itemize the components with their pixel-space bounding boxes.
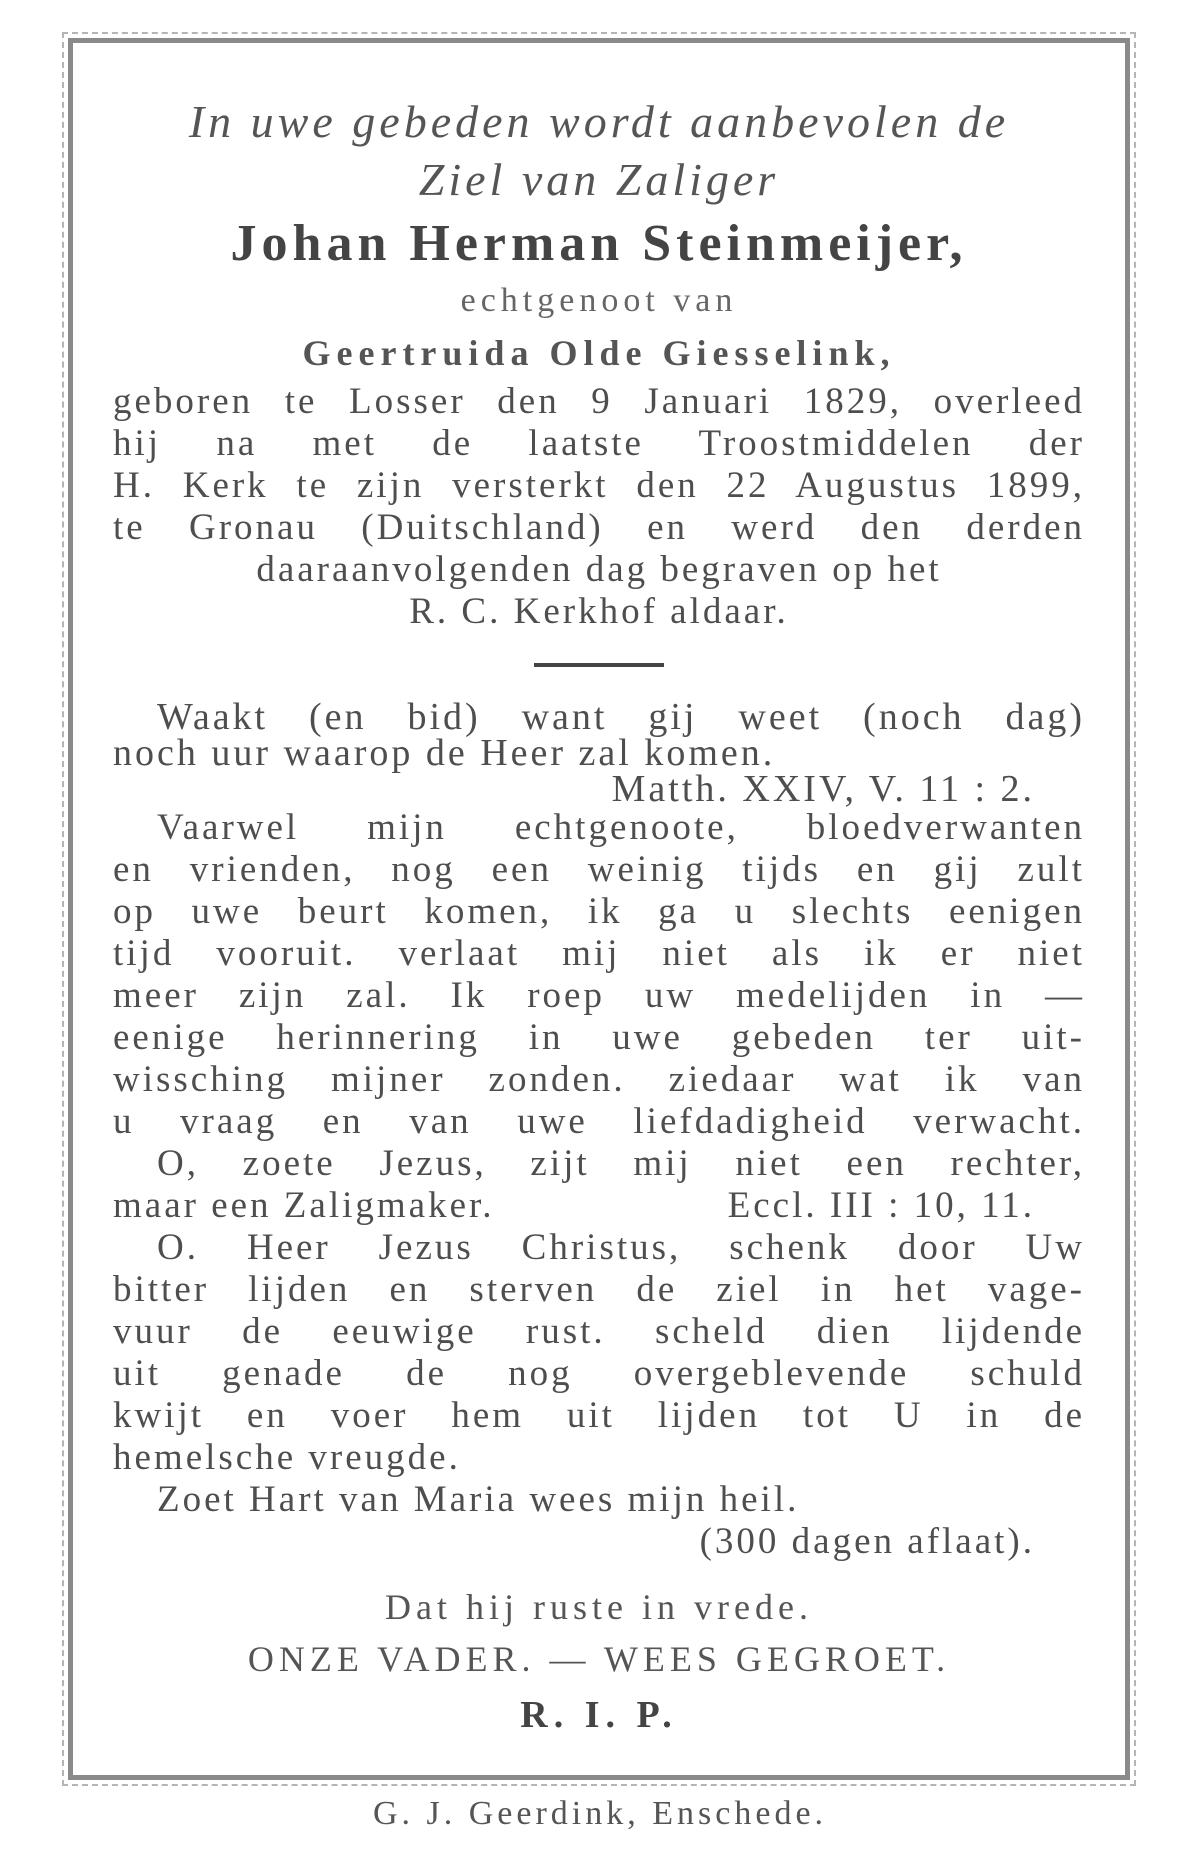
prayer-1 [113,1143,1085,1227]
prayers-named: ONZE VADER. — WEES GEGROET. [247,1639,951,1679]
farewell-line: u vraag en van uwe liefdadigheid verwacht. [113,1101,1085,1142]
spouse-intro: echtgenoot van [460,282,738,319]
prayer-line: vuur de eeuwige rust. scheld dien lijdende [113,1311,1085,1352]
printer-imprint: G. J. Geerdink, Enschede. [372,1795,828,1832]
intro-line-1: In uwe gebeden wordt aanbevolen de [188,96,1010,147]
verse-reference: Matth. XXIV, V. 11 : 2. [611,768,1035,810]
biography-line: H. Kerk te zijn versterkt den 22 Augustus 1899, [113,465,1085,506]
invocation: Zoet Hart van Maria wees mijn heil. [157,1479,800,1520]
biography-line: geboren te Losser den 9 Januari 1829, overleed [113,381,1085,422]
verse-line: noch uur waarop de Heer zal komen. [113,732,776,774]
farewell-line: Vaarwel mijn echtgenoote, bloedverwanten [157,807,1085,848]
biography-line: R. C. Kerkhof aldaar. [409,591,789,632]
spouse-name: Geertruida Olde Giesselink, [302,333,896,373]
prayer-line: uit genade de nog overgeblevende schuld [113,1353,1085,1394]
intro-line-2: Ziel van Zaliger [418,154,780,205]
prayer-line: hemelsche vreugde. [113,1437,461,1478]
prayer-line-with-ref [113,1185,1085,1227]
biography-line: daaraanvolgenden dag begraven op het [256,549,942,590]
farewell-line: op uwe beurt komen, ik ga u slechts eenigen [113,891,1085,932]
biography-line: te Gronau (Duitschland) en werd den derden [113,507,1085,548]
prayer-line: kwijt en voer hem uit lijden tot U in de [113,1395,1085,1436]
biography [113,381,1085,633]
biography-line: hij na met de laatste Troostmiddelen der [113,423,1085,464]
farewell-line: tijd vooruit. verlaat mij niet als ik er niet [113,933,1085,974]
card-content [113,93,1085,1745]
divider-rule [534,663,664,667]
prayer-line: O, zoete Jezus, zijt mij niet een rechter, [157,1143,1085,1184]
verse-line: Waakt (en bid) want gij weet (noch dag) [157,696,1085,738]
prayer-line: bitter lijden en sterven de ziel in het vage- [113,1269,1085,1310]
prayer-2 [113,1227,1085,1563]
farewell-line: en vrienden, nog een weinig tijds en gij zult [113,849,1085,890]
rip: R. I. P. [520,1694,678,1736]
farewell [113,807,1085,1143]
farewell-line: eenige herinnering in uwe gebeden ter uit- [113,1017,1085,1058]
prayer-line: O. Heer Jezus Christus, schenk door Uw [157,1227,1085,1268]
prayer-reference: Eccl. III : 10, 11. [727,1185,1035,1226]
indulgence: (300 dagen aflaat). [699,1521,1035,1562]
rest-in-peace: Dat hij ruste in vrede. [385,1587,813,1627]
memorial-card [68,38,1130,1780]
verse-1 [113,696,1085,810]
prayer-line: maar een Zaligmaker. [113,1185,495,1226]
farewell-line: meer zijn zal. Ik roep uw medelijden in — [113,975,1085,1016]
deceased-name: Johan Herman Steinmeijer, [230,215,968,272]
farewell-line: wissching mijner zonden. ziedaar wat ik van [113,1059,1085,1100]
